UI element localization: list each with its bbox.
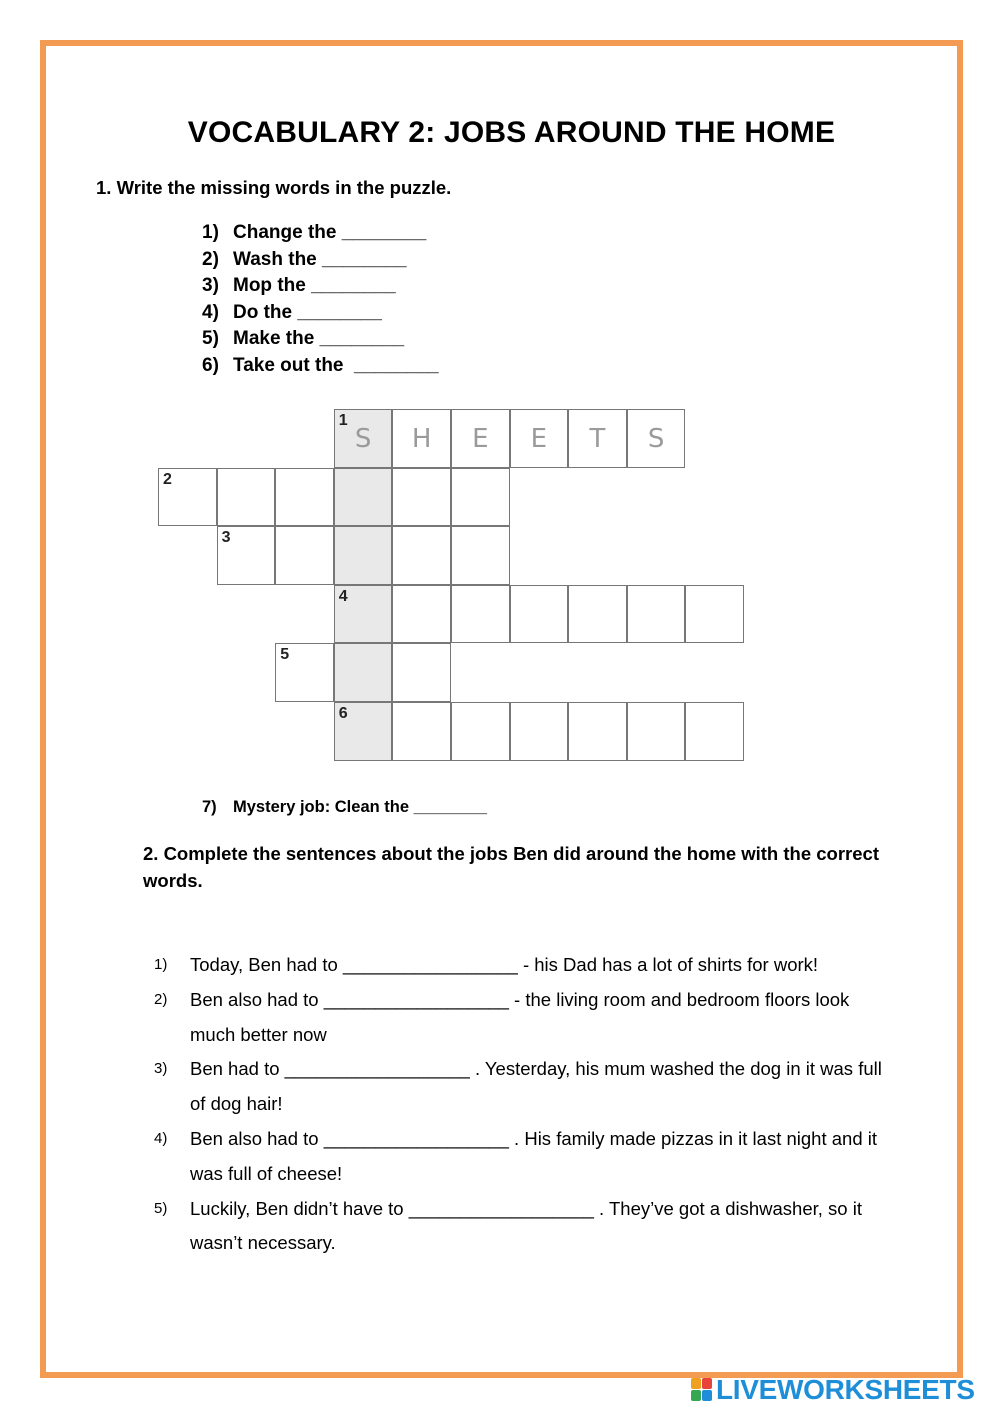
crossword-cell[interactable] xyxy=(568,409,627,468)
mystery-text: Mystery job: Clean the ________ xyxy=(233,798,488,816)
crossword-example-letter: S xyxy=(647,424,665,454)
clue-number: 1) xyxy=(202,222,219,243)
crossword-cell[interactable] xyxy=(685,702,744,761)
crossword-example-letter: E xyxy=(472,424,489,454)
clue-number: 4) xyxy=(202,301,219,323)
sentence-item xyxy=(154,1052,894,1122)
liveworksheets-logo xyxy=(691,1373,975,1407)
sentence-item xyxy=(154,983,894,1053)
crossword-cell[interactable] xyxy=(392,526,451,585)
crossword-example-letter: H xyxy=(411,424,432,454)
crossword-cell[interactable] xyxy=(334,468,393,527)
clue-item xyxy=(202,326,439,353)
crossword-cell[interactable] xyxy=(568,702,627,761)
clue-item xyxy=(202,273,439,300)
crossword-cell[interactable] xyxy=(392,702,451,761)
sentence-number: 3) xyxy=(154,1060,168,1078)
sentence-item xyxy=(154,1192,894,1262)
crossword-example-letter: E xyxy=(530,424,548,454)
crossword-cell[interactable] xyxy=(158,468,217,527)
crossword-example-letter: S xyxy=(354,424,372,454)
mystery-number: 7) xyxy=(202,798,217,816)
sentence-number: 1) xyxy=(154,956,168,973)
crossword-clue-number: 1 xyxy=(338,412,348,429)
sentence-text: Ben had to __________________ . Yesterday, his mum washed the dog in it was full of dog hair! xyxy=(190,1058,882,1115)
exercise-2-heading: 2. Complete the sentences about the jobs Ben did around the home with the correct words. xyxy=(143,843,879,891)
crossword-cell[interactable] xyxy=(685,585,744,644)
sentence-list xyxy=(154,948,894,1261)
clue-text: Wash the ________ xyxy=(233,248,407,270)
clue-number: 3) xyxy=(202,275,219,297)
crossword-cell[interactable] xyxy=(451,468,510,527)
clue-number: 2) xyxy=(202,248,219,270)
sentence-number: 2) xyxy=(154,990,168,1008)
crossword-cell[interactable] xyxy=(451,409,510,468)
crossword-cell[interactable] xyxy=(451,526,510,585)
crossword-cell[interactable] xyxy=(275,468,334,527)
clue-item xyxy=(202,353,439,380)
crossword-clue-number: 6 xyxy=(338,705,348,722)
crossword-cell[interactable] xyxy=(217,468,276,527)
clue-text: Make the ________ xyxy=(233,328,405,350)
crossword-clue-number: 3 xyxy=(221,529,231,547)
crossword-cell[interactable] xyxy=(510,702,569,761)
crossword-example-letter: T xyxy=(589,424,606,454)
logo-text: LIVEWORKSHEETS xyxy=(716,1374,975,1405)
clue-item xyxy=(202,220,439,247)
crossword-cell[interactable] xyxy=(334,643,393,702)
crossword-cell[interactable] xyxy=(451,702,510,761)
crossword-cell[interactable] xyxy=(217,526,276,585)
clue-item xyxy=(202,300,439,327)
logo-icon xyxy=(691,1378,713,1402)
crossword-cell[interactable] xyxy=(392,585,451,644)
crossword-cell[interactable] xyxy=(392,409,451,468)
sentence-number: 5) xyxy=(154,1199,168,1217)
sentence-item xyxy=(154,1122,894,1192)
clue-text: Do the ________ xyxy=(233,301,382,323)
clue-text: Mop the ________ xyxy=(233,275,396,297)
sentence-item xyxy=(154,948,894,983)
sentence-text: Ben also had to __________________ . His family made pizzas in it last night and it was full of cheese! xyxy=(190,1127,878,1184)
clue-item xyxy=(202,247,439,274)
crossword-clue-number: 2 xyxy=(163,470,172,488)
crossword-cell[interactable] xyxy=(627,409,686,468)
sentence-text: Luckily, Ben didn’t have to __________________ . They’ve got a dishwasher, so it wasn’t necessary. xyxy=(190,1197,862,1254)
crossword-cell[interactable] xyxy=(275,643,334,702)
crossword-clue-number: 5 xyxy=(280,646,290,664)
crossword-cell[interactable] xyxy=(510,585,569,644)
worksheet-title: VOCABULARY 2: JOBS AROUND THE HOME xyxy=(187,116,836,149)
crossword-cell[interactable] xyxy=(334,409,393,468)
mystery-clue xyxy=(202,798,487,817)
crossword-cell[interactable] xyxy=(392,468,451,527)
crossword-clue-number: 4 xyxy=(338,587,348,605)
crossword-cell[interactable] xyxy=(627,585,686,644)
clue-text: Take out the ________ xyxy=(233,354,439,376)
crossword-cell[interactable] xyxy=(451,585,510,644)
crossword-cell[interactable] xyxy=(334,526,393,585)
crossword-cell[interactable] xyxy=(334,702,393,761)
clue-text: Change the ________ xyxy=(233,222,427,243)
clue-number: 5) xyxy=(202,328,219,350)
crossword-cell[interactable] xyxy=(627,702,686,761)
clue-number: 6) xyxy=(202,354,219,376)
exercise-1-heading: 1. Write the missing words in the puzzle. xyxy=(96,177,452,198)
sentence-text: Today, Ben had to _________________ - his Dad has a lot of shirts for work! xyxy=(190,954,819,975)
crossword-cell[interactable] xyxy=(334,585,393,644)
clue-list xyxy=(202,220,439,380)
crossword-cell[interactable] xyxy=(275,526,334,585)
crossword-cell[interactable] xyxy=(568,585,627,644)
sentence-text: Ben also had to __________________ - the living room and bedroom floors look much better now xyxy=(190,988,850,1045)
crossword-cell[interactable] xyxy=(392,643,451,702)
crossword-cell[interactable] xyxy=(510,409,569,468)
sentence-number: 4) xyxy=(154,1129,168,1147)
